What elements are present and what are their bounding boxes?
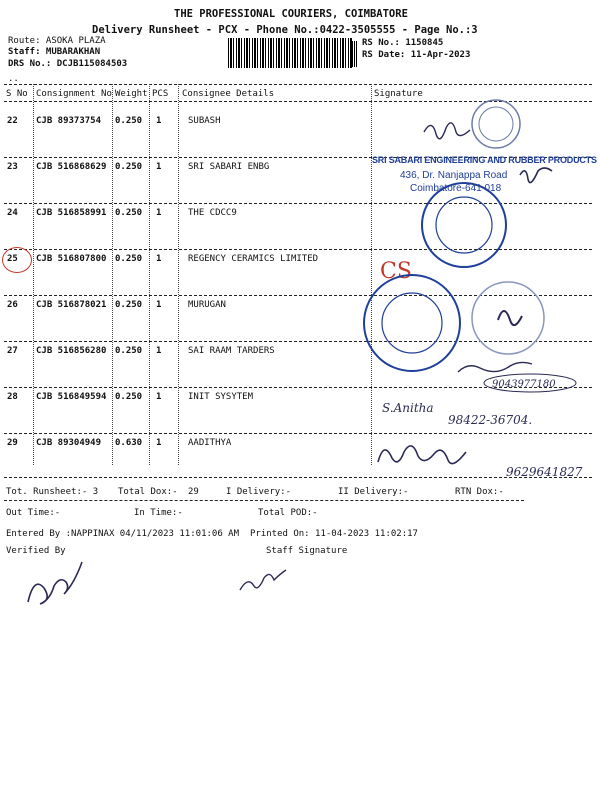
cdcc-stamp: [422, 183, 506, 267]
row-consignee: SRI SABARI ENBG: [188, 162, 270, 172]
sabari-stamp-line3: Coimbatore-641 018: [410, 183, 502, 194]
row-weight: 0.250: [115, 254, 143, 264]
row-consignment: CJB 516807800: [36, 254, 107, 264]
round-stamp-top-inner: [479, 107, 513, 141]
col-header-signature: Signature: [374, 89, 423, 99]
drs-number: DRS No.: DCJB115084503: [8, 59, 128, 69]
signature-row23: [520, 168, 552, 183]
handwritten-phone-2: 98422-36704.: [448, 413, 533, 427]
row-weight: 0.630: [115, 438, 143, 448]
company-name: THE PROFESSIONAL COURIERS, COIMBATORE: [174, 8, 408, 20]
row-consignee: SUBASH: [188, 116, 221, 126]
row-consignee: MURUGAN: [188, 300, 226, 310]
row-pcs: 1: [156, 346, 162, 356]
verified-by-label: Verified By: [6, 546, 66, 556]
row-pcs: 1: [156, 116, 162, 126]
sabari-stamp-line1: SRI SABARI ENGINEERING AND RUBBER PRODUCTS: [372, 155, 597, 165]
row-consignee: AADITHYA: [188, 438, 232, 448]
total-pod: Total POD:-: [258, 508, 318, 518]
row-weight: 0.250: [115, 300, 143, 310]
i-delivery: I Delivery:-: [226, 487, 292, 497]
staff-signature-label: Staff Signature: [266, 546, 348, 556]
rs-number: RS No.: 1150845: [362, 38, 444, 48]
row-consignment: CJB 516878021: [36, 300, 107, 310]
signature-row27: [458, 362, 532, 372]
row-pcs: 1: [156, 300, 162, 310]
signature-row26: [498, 311, 522, 325]
row-weight: 0.250: [115, 162, 143, 172]
row-pcs: 1: [156, 392, 162, 402]
staff-signature-scribble: [240, 570, 286, 590]
totals-divider: [4, 500, 524, 501]
sabari-stamp-line2: 436, Dr. Nanjappa Road: [400, 170, 508, 181]
row-sno: 28: [7, 392, 18, 402]
in-time: In Time:-: [134, 508, 183, 518]
row-sno: 22: [7, 116, 18, 126]
bank-stamp: [364, 275, 460, 371]
col-header-pcs: PCS: [152, 89, 169, 99]
row-pcs: 1: [156, 254, 162, 264]
entered-by: Entered By :NAPPINAX 04/11/2023 11:01:06 AM: [6, 529, 239, 539]
row-sno: 24: [7, 208, 18, 218]
route-label: Route: ASOKA PLAZA: [8, 36, 106, 46]
printed-on: Printed On: 11-04-2023 11:02:17: [250, 529, 418, 539]
col-header-weight: Weight: [115, 89, 148, 99]
total-dox-label: Total Dox:-: [118, 487, 178, 497]
row-sno: 26: [7, 300, 18, 310]
row-sno: 23: [7, 162, 18, 172]
row-sno: 29: [7, 438, 18, 448]
row-weight: 0.250: [115, 116, 143, 126]
rs-date: RS Date: 11-Apr-2023: [362, 50, 471, 60]
row-consignment: CJB 516868629: [36, 162, 107, 172]
row-consignment: CJB 516858991: [36, 208, 107, 218]
cs-mark: CS: [380, 259, 412, 284]
verified-signature: [28, 562, 82, 604]
row-pcs: 1: [156, 438, 162, 448]
handwritten-name: S.Anitha: [382, 401, 434, 415]
handwritten-phone-1: 9043977180: [492, 379, 556, 390]
col-header-sno: S No: [6, 89, 28, 99]
row-weight: 0.250: [115, 208, 143, 218]
total-dox-value: 29: [188, 487, 199, 497]
row-consignment: CJB 89304949: [36, 438, 102, 448]
out-time: Out Time:-: [6, 508, 61, 518]
col-header-consignee: Consignee Details: [182, 89, 275, 99]
total-runsheet: Tot. Runsheet:- 3: [6, 487, 99, 497]
row-consignee: REGENCY CERAMICS LIMITED: [188, 254, 319, 264]
bank-stamp-inner: [382, 293, 442, 353]
row-consignee: INIT SYSYTEM: [188, 392, 254, 402]
row-consignment: CJB 89373754: [36, 116, 102, 126]
row-weight: 0.250: [115, 392, 143, 402]
ii-delivery: II Delivery:-: [338, 487, 409, 497]
row-consignee: SAI RAAM TARDERS: [188, 346, 275, 356]
row-consignee: THE CDCC9: [188, 208, 237, 218]
row-pcs: 1: [156, 162, 162, 172]
row-sno: 25: [7, 254, 18, 264]
row-sno: 27: [7, 346, 18, 356]
faint-stamp: [472, 282, 544, 354]
row-pcs: 1: [156, 208, 162, 218]
signature-row22: [424, 123, 470, 139]
signature-row29: [378, 446, 466, 464]
runsheet-subtitle: Delivery Runsheet - PCX - Phone No.:0422-3505555 - Page No.:3: [92, 24, 478, 36]
row-consignment: CJB 516856280: [36, 346, 107, 356]
rtn-dox: RTN Dox:-: [455, 487, 504, 497]
handwritten-phone-3: 9629641827: [506, 465, 583, 479]
dots-mark: ..: [8, 74, 19, 84]
row-weight: 0.250: [115, 346, 143, 356]
col-header-consignment: Consignment No: [36, 89, 112, 99]
row-consignment: CJB 516849594: [36, 392, 107, 402]
staff-label: Staff: MUBARAKHAN: [8, 47, 101, 57]
cdcc-stamp-inner: [436, 197, 492, 253]
